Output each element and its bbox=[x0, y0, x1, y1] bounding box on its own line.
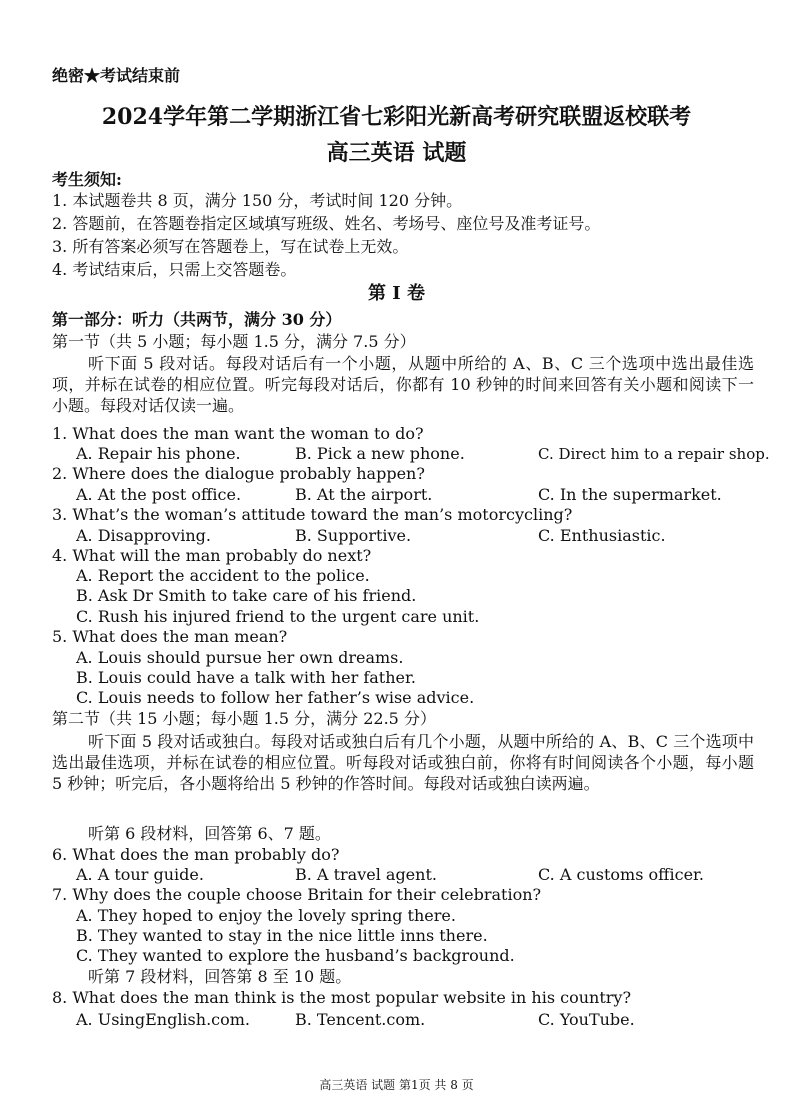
page-footer: 高三英语 试题 第1页 共 8 页 bbox=[319, 1078, 474, 1092]
question-8-option-a: A. UsingEnglish.com. bbox=[76, 1010, 250, 1029]
section2-heading: 第二节（共 15 小题；每小题 1.5 分，满分 22.5 分） bbox=[52, 709, 436, 728]
question-5-stem: 5. What does the man mean? bbox=[52, 627, 288, 646]
question-6-option-b: B. A travel agent. bbox=[295, 865, 437, 884]
question-2-stem: 2. Where does the dialogue probably happen? bbox=[52, 464, 425, 483]
exam-subtitle: 高三英语 试题 bbox=[326, 140, 467, 166]
section1-instructions: 听下面 5 段对话。每段对话后有一个小题，从题中所给的 A、B、C 三个选项中选出最佳选项，并标在试卷的相应位置。听完每段对话后，你都有 10 秒钟的时间来回答有关小题和阅读下一小题。每段对话仅读一遍。 bbox=[52, 354, 754, 415]
section1-heading: 第一节（共 5 小题；每小题 1.5 分，满分 7.5 分） bbox=[52, 332, 416, 351]
material-7-note: 听第 7 段材料，回答第 8 至 10 题。 bbox=[88, 967, 352, 986]
question-5-option-c: C. Louis needs to follow her father’s wise advice. bbox=[76, 688, 475, 707]
question-7-stem: 7. Why does the couple choose Britain for their celebration? bbox=[52, 885, 542, 904]
question-7-option-a: A. They hoped to enjoy the lovely spring there. bbox=[76, 906, 456, 925]
question-2-option-a: A. At the post office. bbox=[76, 485, 242, 504]
question-3-option-c: C. Enthusiastic. bbox=[538, 526, 666, 545]
question-1-option-c: C. Direct him to a repair shop. bbox=[538, 445, 770, 463]
question-4-stem: 4. What will the man probably do next? bbox=[52, 546, 372, 565]
question-6-stem: 6. What does the man probably do? bbox=[52, 845, 340, 864]
question-8-stem: 8. What does the man think is the most popular website in his country? bbox=[52, 988, 632, 1007]
notice-heading: 考生须知: bbox=[52, 170, 122, 189]
volume-label: 第 I 卷 bbox=[368, 283, 425, 304]
question-1-option-b: B. Pick a new phone. bbox=[295, 444, 465, 463]
question-8-option-b: B. Tencent.com. bbox=[295, 1010, 426, 1029]
part1-heading: 第一部分：听力（共两节，满分 30 分） bbox=[52, 310, 342, 329]
exam-title: 2024学年第二学期浙江省七彩阳光新高考研究联盟返校联考 bbox=[101, 104, 692, 130]
question-8-option-c: C. YouTube. bbox=[538, 1010, 635, 1029]
question-2-option-c: C. In the supermarket. bbox=[538, 485, 722, 504]
question-6-option-a: A. A tour guide. bbox=[76, 865, 204, 884]
question-6-option-c: C. A customs officer. bbox=[538, 865, 705, 884]
question-5-option-a: A. Louis should pursue her own dreams. bbox=[76, 648, 404, 667]
question-4-option-a: A. Report the accident to the police. bbox=[76, 566, 370, 585]
question-7-option-c: C. They wanted to explore the husband’s background. bbox=[76, 946, 515, 965]
question-4-option-c: C. Rush his injured friend to the urgent care unit. bbox=[76, 607, 480, 626]
question-4-option-b: B. Ask Dr Smith to take care of his friend. bbox=[76, 586, 417, 605]
question-5-option-b: B. Louis could have a talk with her father. bbox=[76, 668, 416, 687]
material-6-note: 听第 6 段材料，回答第 6、7 题。 bbox=[88, 824, 331, 843]
notice-item-4: 4. 考试结束后，只需上交答题卷。 bbox=[52, 260, 297, 279]
question-3-stem: 3. What’s the woman’s attitude toward the man’s motorcycling? bbox=[52, 505, 573, 524]
question-3-option-b: B. Supportive. bbox=[295, 526, 412, 545]
question-3-option-a: A. Disapproving. bbox=[76, 526, 211, 545]
notice-item-3: 3. 所有答案必须写在答题卷上，写在试卷上无效。 bbox=[52, 237, 409, 256]
question-1-option-a: A. Repair his phone. bbox=[76, 444, 241, 463]
question-2-option-b: B. At the airport. bbox=[295, 485, 433, 504]
notice-item-2: 2. 答题前，在答题卷指定区域填写班级、姓名、考场号、座位号及准考证号。 bbox=[52, 214, 601, 233]
notice-item-1: 1. 本试题卷共 8 页，满分 150 分，考试时间 120 分钟。 bbox=[52, 191, 463, 210]
question-1-stem: 1. What does the man want the woman to do? bbox=[52, 424, 424, 443]
confidential-label: 绝密★考试结束前 bbox=[52, 66, 181, 85]
question-7-option-b: B. They wanted to stay in the nice little inns there. bbox=[76, 926, 488, 945]
section2-instructions: 听下面 5 段对话或独白。每段对话或独白后有几个小题，从题中所给的 A、B、C 三个选项中选出最佳选项，并标在试卷的相应位置。听每段对话或独白前，你将有时间阅读各个小题，每小题 5 秒钟；听完后，各小题将给出 5 秒钟的作答时间。每段对话或独白读两遍。 bbox=[52, 732, 754, 793]
